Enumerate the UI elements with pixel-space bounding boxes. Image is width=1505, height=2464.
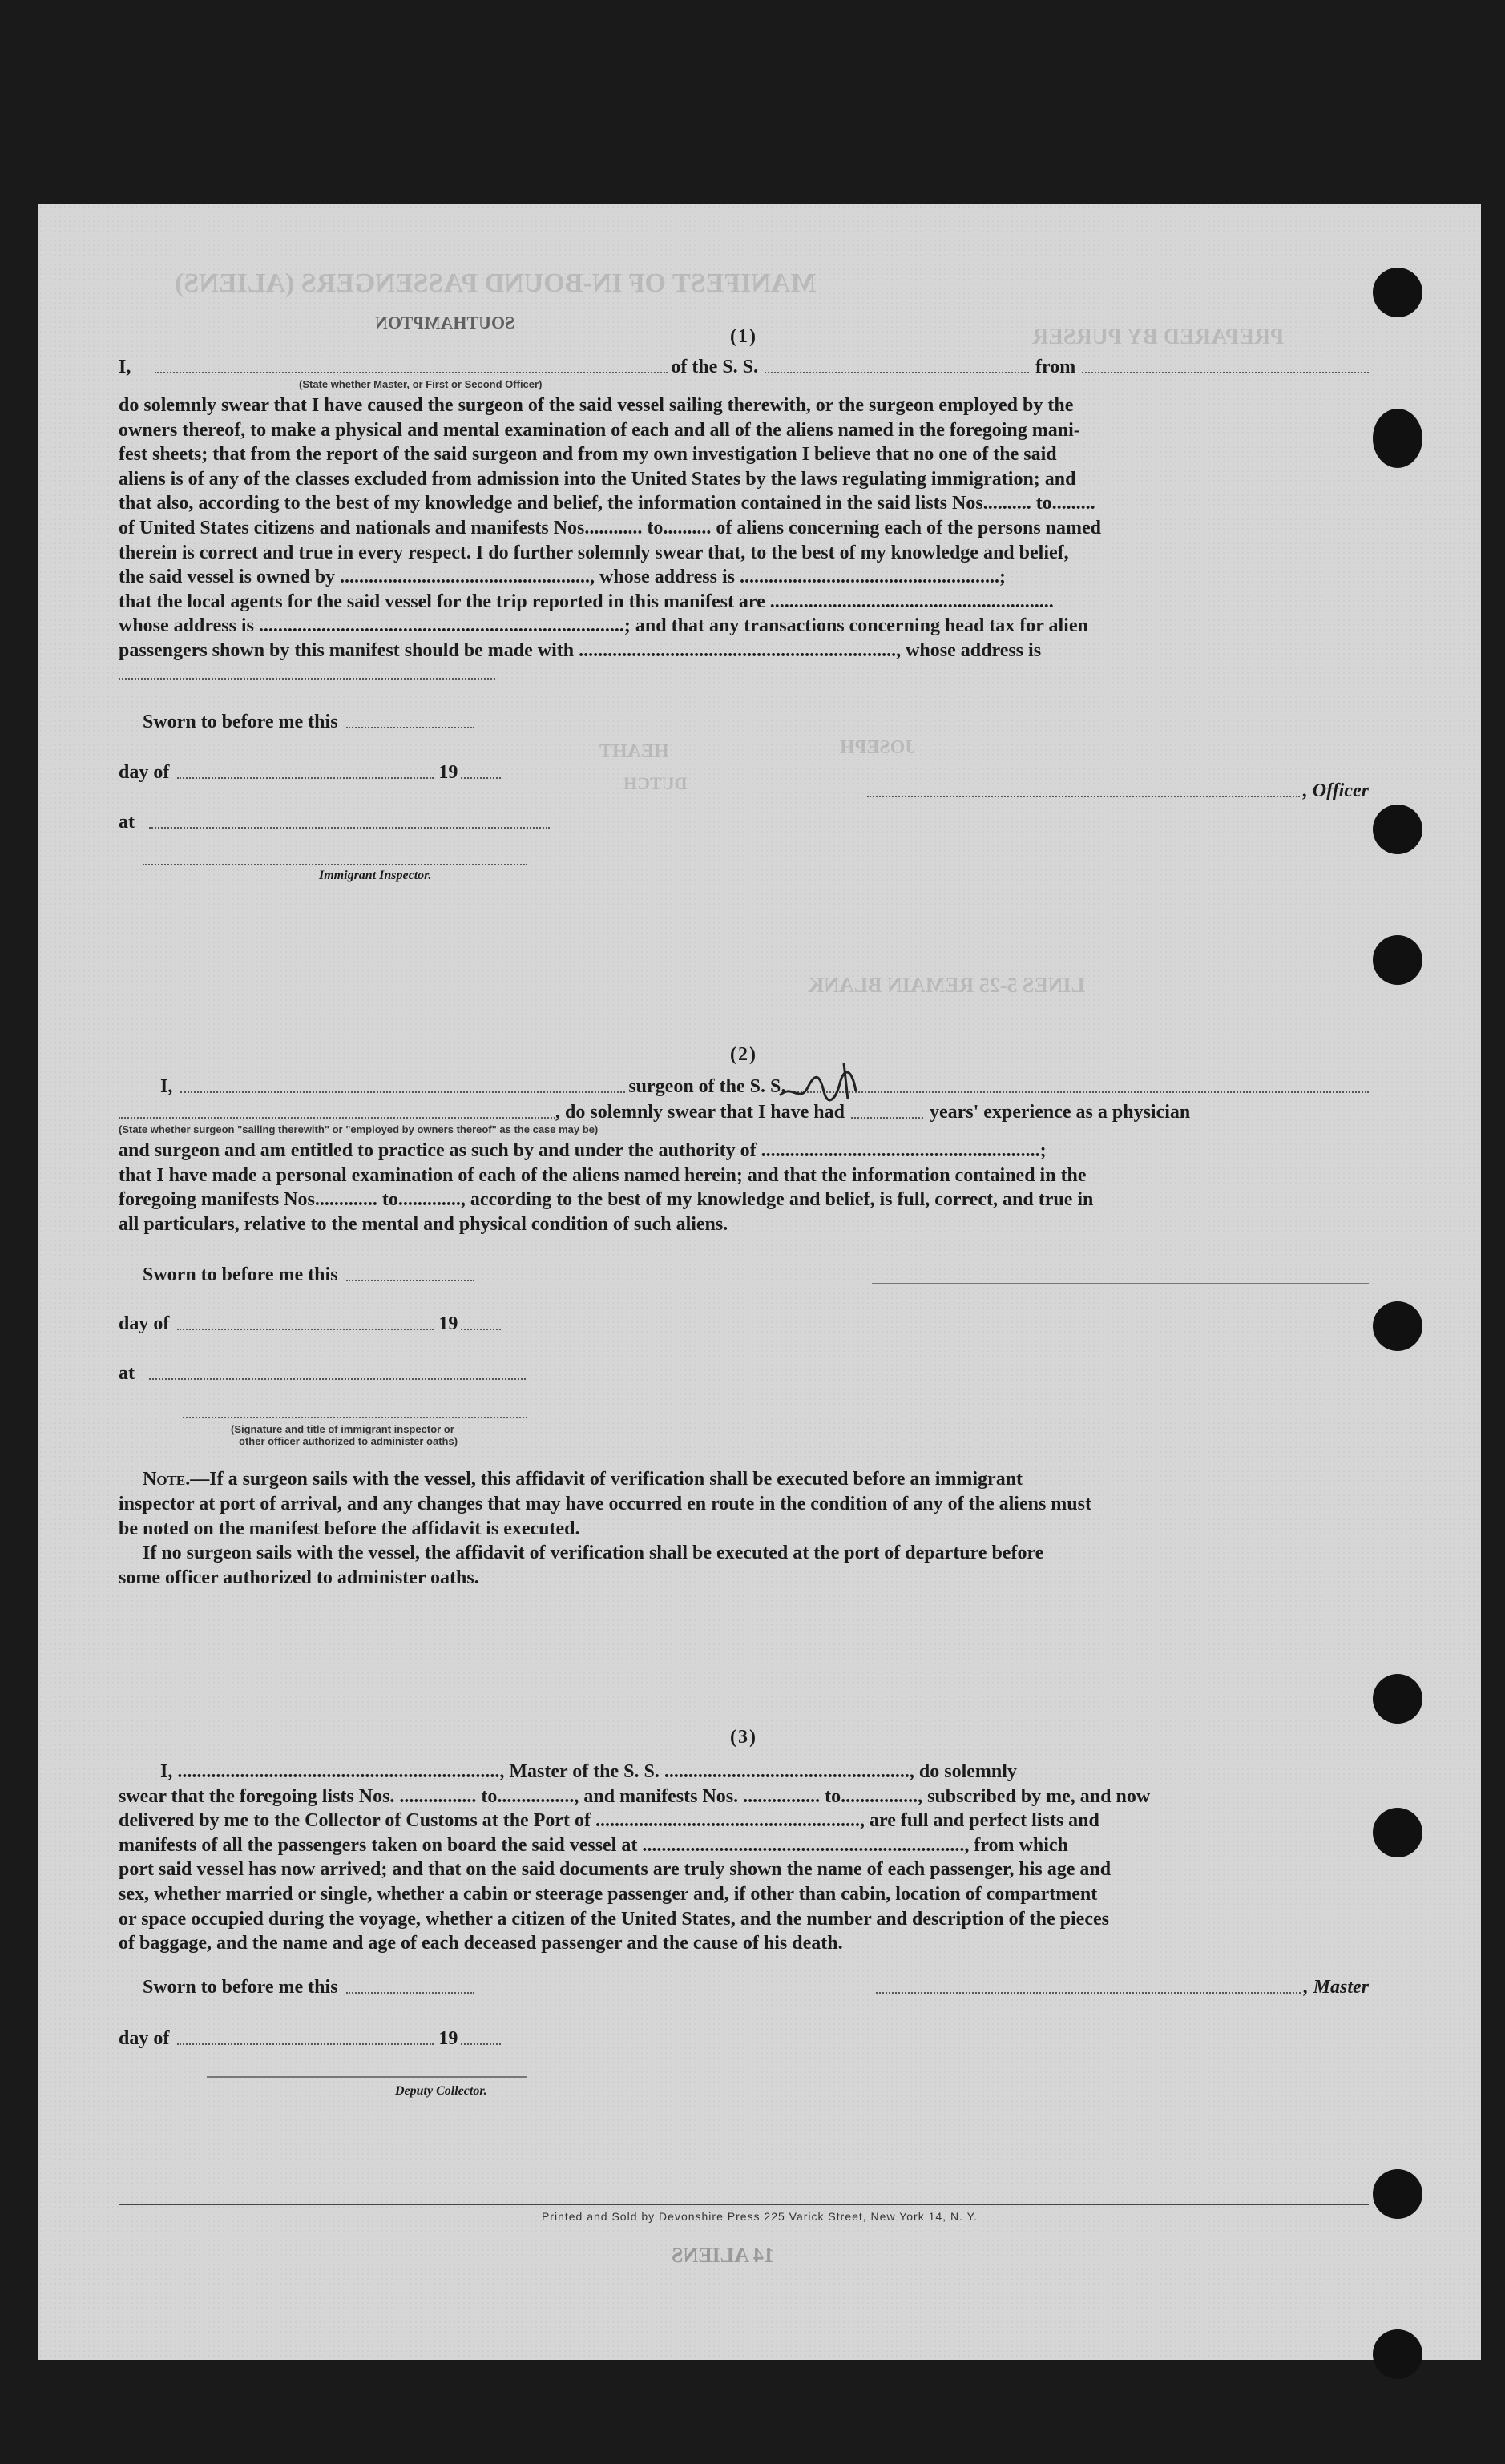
oath-line: do solemnly swear that I have caused the surgeon of the said vessel sailing therewith, or the surgeon employed by the (119, 395, 1074, 416)
surgeon-status-blank[interactable] (119, 1117, 555, 1119)
at-label: at (119, 811, 135, 833)
oath-line: I, ..................................................................., Master of the S. S. ..................................................., do solemnly (160, 1761, 1017, 1782)
years-blank[interactable] (851, 1117, 923, 1119)
oath-1-body (119, 393, 1369, 663)
surgeon-experience-line (119, 1098, 1369, 1123)
officer-name-blank[interactable] (155, 372, 668, 373)
oath-line: of baggage, and the name and age of each deceased passenger and the cause of his death. (119, 1933, 843, 1954)
collector-signature-blank[interactable] (207, 2076, 527, 2078)
oath-line: all particulars, relative to the mental and physical condition of such aliens. (119, 1213, 728, 1235)
punch-hole (1373, 1674, 1422, 1724)
bleed-port: SOUTHAMPTON (375, 313, 515, 333)
oath-3-body (119, 1760, 1369, 1956)
year-blank[interactable] (461, 1313, 501, 1330)
year-prefix: 19 (438, 761, 458, 783)
signature-caption-1: (Signature and title of immigrant inspector or (231, 1423, 454, 1436)
physician-text: years' experience as a physician (929, 1102, 1191, 1123)
sworn-date-blank[interactable] (346, 1264, 474, 1281)
note-line: If no surgeon sails with the vessel, the affidavit of verification shall be executed at the port of departure before (143, 1543, 1044, 1564)
oath-line: swear that the foregoing lists Nos. ................ to................, and manifests Nos. ................ to................, subscribed by me, and now (119, 1785, 1151, 1807)
verification-note (119, 1467, 1369, 1590)
note-line: —If a surgeon sails with the vessel, this affidavit of verification shall be executed before an immigrant (190, 1469, 1023, 1490)
surgeon-name-blank[interactable] (180, 1091, 625, 1093)
note-line: inspector at port of arrival, and any changes that may have occurred en route in the condition of any of the aliens must (119, 1493, 1091, 1514)
day-of-label: day of (119, 1313, 170, 1335)
from-port-blank[interactable] (1082, 372, 1369, 373)
note-lead: Note. (143, 1469, 191, 1490)
oath-section-2 (119, 1044, 1369, 1590)
officer-signature-blank[interactable] (183, 1417, 527, 1418)
signature-scrawl (776, 1059, 872, 1107)
vessel-name-blank[interactable] (765, 372, 1029, 373)
bleed-lines-note: LINES 5-25 REMAIN BLANK (808, 974, 1085, 997)
inspector-signature-blank[interactable] (143, 864, 527, 865)
year-blank[interactable] (461, 2028, 501, 2045)
oath-line: that also, according to the best of my knowledge and belief, the information contained in the said lists Nos.......... to......... (119, 493, 1095, 514)
manifest-back-page (38, 204, 1481, 2360)
oath-line: that the local agents for the said vessel for the trip reported in this manifest are ........................................................... (119, 591, 1054, 612)
bleed-header: MANIFEST OF IN-BOUND PASSENGERS (ALIENS) (175, 268, 817, 298)
at-place-blank[interactable] (149, 1363, 526, 1380)
intro-i: I, (160, 1076, 173, 1097)
day-of-label: day of (119, 761, 170, 783)
note-line: some officer authorized to administer oaths. (119, 1567, 479, 1588)
oath-line: sex, whether married or single, whether a cabin or steerage passenger and, if other than cabin, location of compartment (119, 1883, 1098, 1905)
footer-rule (119, 2204, 1369, 2205)
officer-signature-blank[interactable] (867, 780, 1300, 797)
at-label: at (119, 1363, 135, 1385)
oath-line: therein is correct and true in every respect. I do further solemnly swear that, to the best of my knowledge and belief, (119, 542, 1069, 563)
bleed-name2: HEAHT (599, 741, 669, 762)
note-line: be noted on the manifest before the affidavit is executed. (119, 1518, 580, 1539)
surgeon-vessel-blank[interactable] (792, 1091, 1369, 1093)
punch-hole (1373, 805, 1422, 854)
day-blank[interactable] (177, 762, 434, 779)
bleed-back-note: 14 ALIENS (672, 2244, 774, 2267)
oath-line: whose address is ............................................................................; and that any transactions concerning head tax for alien (119, 615, 1088, 637)
jurat-3 (119, 1956, 1369, 2108)
jurat-2 (119, 1236, 1369, 1409)
oath-line: of United States citizens and nationals and manifests Nos............ to.......... of aliens concerning each of the persons named (119, 517, 1102, 538)
punch-hole (1373, 1808, 1422, 1857)
sworn-label: Sworn to before me this (143, 1976, 338, 1998)
oath-line: port said vessel has now arrived; and that on the said documents are truly shown the name of each passenger, his age and (119, 1859, 1112, 1881)
officer-title-hint: (State whether Master, or First or Second Officer) (299, 378, 543, 390)
master-signature-blank[interactable] (876, 1977, 1301, 1994)
sworn-date-blank[interactable] (346, 712, 474, 728)
intro-mid: of the S. S. (671, 357, 759, 377)
oath-line: and surgeon and am entitled to practice as such by and under the authority of ..........................................................; (119, 1140, 1047, 1161)
punch-hole (1373, 268, 1422, 317)
day-blank[interactable] (177, 1313, 434, 1330)
oath-line: owners thereof, to make a physical and mental examination of each and all of the aliens named in the foregoing mani- (119, 419, 1080, 441)
oath-2-body (119, 1139, 1369, 1236)
address-blank[interactable] (119, 663, 495, 680)
oath-line: or space occupied during the voyage, whether a citizen of the United States, and the number and description of the pieces (119, 1908, 1109, 1930)
section-number: (2) (730, 1044, 757, 1065)
oath-section-1 (119, 326, 1369, 896)
officer-intro-line (119, 354, 1369, 378)
bleed-name1: JOSEPH (840, 737, 915, 758)
oath-line: fest sheets; that from the report of the said surgeon and from my own investigation I believe that no one of the said (119, 444, 1057, 466)
officer-label: , Officer (1302, 780, 1369, 801)
oath-line: delivered by me to the Collector of Customs at the Port of ......................................................., are full and perfect lists and (119, 1810, 1099, 1832)
oath-line: the said vessel is owned by ...................................................., whose address is ......................................................; (119, 567, 1006, 588)
punch-hole (1373, 409, 1422, 468)
oath-line: manifests of all the passengers taken on board the said vessel at ..................................................................., from which (119, 1834, 1068, 1856)
collector-caption: Deputy Collector. (395, 2083, 487, 2098)
signature-caption-2: other officer authorized to administer oaths) (239, 1435, 458, 1448)
punch-hole (1373, 2169, 1422, 2219)
oath-line: that I have made a personal examination of each of the aliens named herein; and that the information contained in the (119, 1164, 1087, 1186)
section-number: (1) (730, 326, 757, 347)
sworn-date-blank[interactable] (346, 1977, 474, 1994)
day-of-label: day of (119, 2027, 170, 2049)
intro-mid: surgeon of the S. S. (628, 1076, 786, 1097)
oath-line: foregoing manifests Nos............. to............., according to the best of my knowledge and belief, is full, correct, and true in (119, 1189, 1094, 1211)
intro-i: I, (119, 357, 131, 377)
master-label: , Master (1303, 1976, 1369, 1998)
year-blank[interactable] (461, 762, 501, 779)
surgeon-status-hint: (State whether surgeon "sailing therewith" or "employed by owners thereof" as the case may be) (119, 1123, 599, 1135)
intro-from: from (1035, 357, 1076, 377)
bleed-prepared-by: PREPARED BY PURSER (1032, 325, 1285, 349)
jurat-1 (119, 680, 1369, 864)
sworn-label: Sworn to before me this (143, 1264, 338, 1286)
oath-section-3 (119, 1727, 1369, 2108)
year-prefix: 19 (438, 2027, 458, 2049)
sworn-label: Sworn to before me this (143, 711, 338, 732)
oath-line: passengers shown by this manifest should be made with .................................................................., whose address is (119, 639, 1042, 661)
oath-line: aliens is of any of the classes excluded from admission into the United States by the laws regulating immigration; and (119, 468, 1076, 490)
inspector-caption: Immigrant Inspector. (319, 868, 432, 882)
swear-years-text: , do solemnly swear that I have had (555, 1102, 845, 1123)
punch-hole (1373, 2329, 1422, 2379)
punch-hole (1373, 1301, 1422, 1351)
year-prefix: 19 (438, 1313, 458, 1335)
surgeon-signature-blank[interactable] (872, 1283, 1369, 1284)
printer-imprint: Printed and Sold by Devonshire Press 225 Varick Street, New York 14, N. Y. (541, 2210, 978, 2223)
surgeon-intro-line (119, 1074, 1369, 1098)
section-number: (3) (730, 1727, 757, 1748)
at-place-blank[interactable] (149, 812, 550, 829)
day-blank[interactable] (177, 2028, 434, 2045)
bleed-name3: DUTCH (623, 773, 688, 793)
punch-hole (1373, 935, 1422, 985)
